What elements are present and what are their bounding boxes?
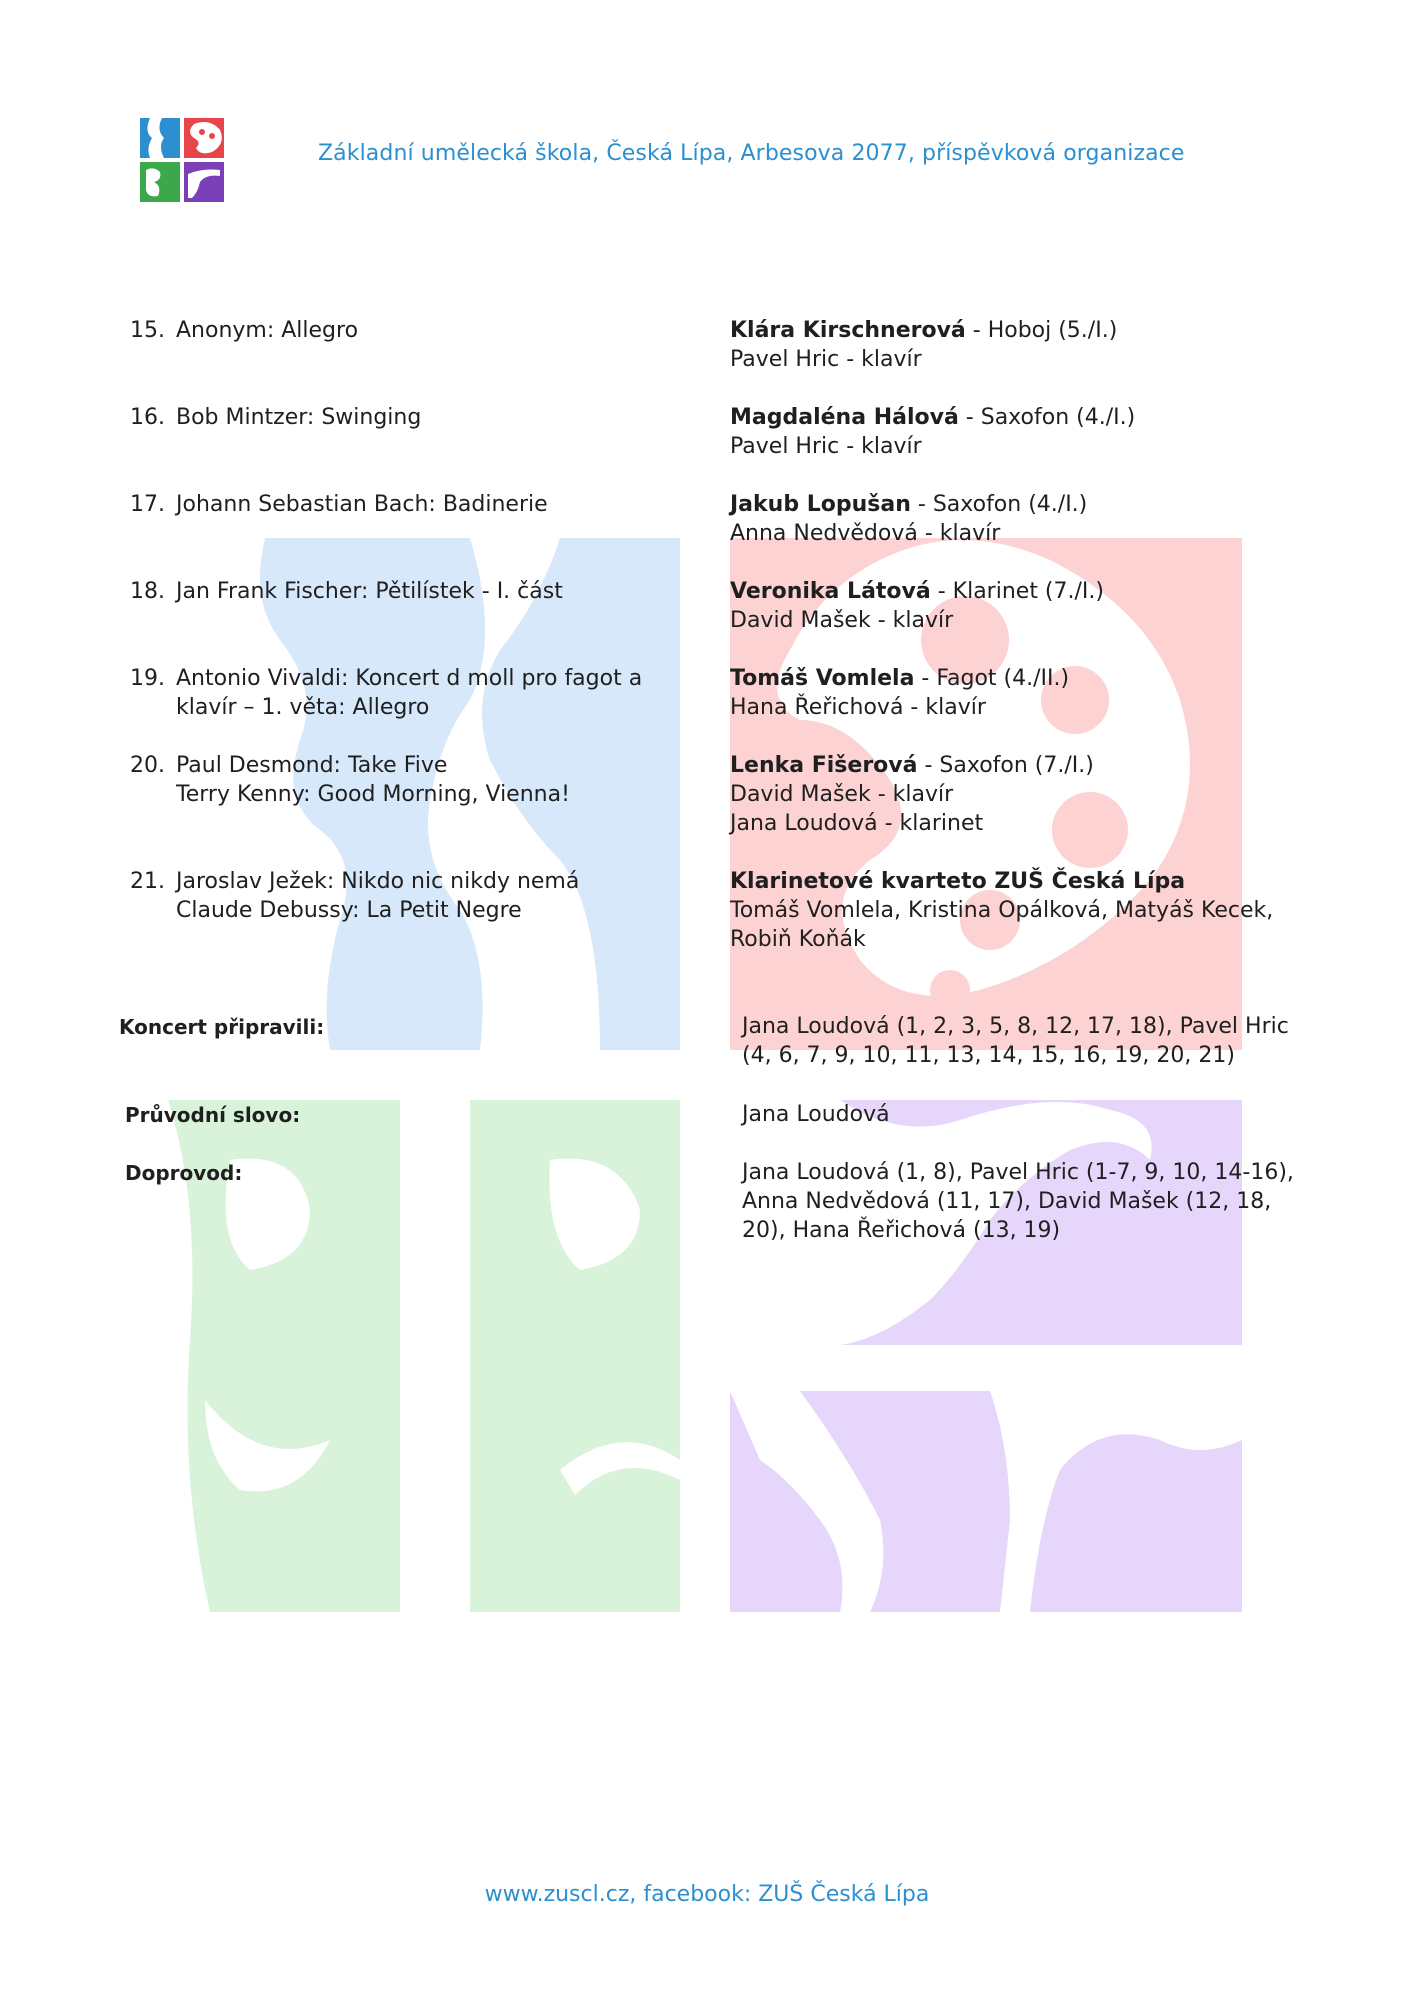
performer-instrument: - Hoboj (5./I.) [965,318,1118,343]
item-number: 21. [130,869,165,894]
performer-name: Klarinetové kvarteto ZUŠ Česká Lípa [730,869,1186,894]
piece-title-line: Paul Desmond: Take Five [176,753,448,778]
performer-block [730,751,1320,838]
performer-instrument: - Saxofon (4./I.) [958,405,1136,430]
accompaniment-label: Doprovod: [125,1161,243,1185]
piece-title-line: Jaroslav Ježek: Nikdo nic nikdy nemá [176,869,580,894]
accompanist: David Mašek - klavír [730,608,954,633]
piece-title: Jan Frank Fischer: Pětilístek - I. část [176,579,563,604]
piece-title-line: Terry Kenny: Good Morning, Vienna! [176,782,570,807]
performer-name: Tomáš Vomlela [730,666,915,691]
performer-block [730,316,1320,374]
school-name-header: Základní umělecká škola, Česká Lípa, Arbesova 2077, příspěvková organizace [318,141,1185,166]
item-number: 19. [130,666,165,691]
performer-block [730,490,1320,548]
piece-title: Johann Sebastian Bach: Badinerie [176,492,548,517]
ensemble-members: Tomáš Vomlela, Kristina Opálková, Matyáš Kecek, Robiň Koňák [730,898,1274,952]
performer-block [730,867,1320,954]
accompanist: Pavel Hric - klavír [730,434,922,459]
prepared-by-value: Jana Loudová (1, 2, 3, 5, 8, 12, 17, 18), Pavel Hric (4, 6, 7, 9, 10, 11, 13, 14, 15, 16, 19, 20, 21) [742,1014,1289,1068]
performer-block [730,664,1320,722]
item-number: 15. [130,318,165,343]
performer-name: Klára Kirschnerová [730,318,966,343]
accompanist: David Mašek - klavír [730,782,954,807]
footer-links: www.zuscl.cz, facebook: ZUŠ Česká Lípa [484,1882,930,1907]
accompanist: Pavel Hric - klavír [730,347,922,372]
performer-name: Veronika Látová [730,579,931,604]
item-number: 18. [130,579,165,604]
item-number: 17. [130,492,165,517]
accompanist: Anna Nedvědová - klavír [730,521,1001,546]
piece-title [176,867,696,925]
item-number: 16. [130,405,165,430]
performer-block [730,403,1320,461]
accompanying-word-label: Průvodní slovo: [125,1103,301,1127]
item-number: 20. [130,753,165,778]
drama-quadrant-graphic [168,1100,680,1612]
performer-name: Magdaléna Hálová [730,405,959,430]
piece-title-line: Claude Debussy: La Petit Negre [176,898,522,923]
piece-title: Bob Mintzer: Swinging [176,405,422,430]
piece-title [176,751,696,809]
piece-title: Anonym: Allegro [176,318,359,343]
performer-instrument: - Fagot (4./II.) [914,666,1070,691]
accompaniment-value: Jana Loudová (1, 8), Pavel Hric (1-7, 9, 10, 14-16), Anna Nedvědová (11, 17), David Mašek (12, 18, 20), Hana Řeřichová (13, 19) [742,1160,1294,1243]
school-logo [140,118,226,202]
performer-instrument: - Saxofon (4./I.) [910,492,1088,517]
accompanying-word-value: Jana Loudová [742,1102,890,1127]
accompanist: Jana Loudová - klarinet [730,811,984,836]
performer-instrument: - Saxofon (7./I.) [917,753,1094,778]
performer-block [730,577,1320,635]
accompanist: Hana Řeřichová - klavír [730,695,986,720]
performer-name: Jakub Lopušan [730,492,911,517]
piece-title: Antonio Vivaldi: Koncert d moll pro fagot a klavír – 1. věta: Allegro [176,666,643,720]
prepared-by-label: Koncert připravili: [119,1015,325,1039]
performer-name: Lenka Fišerová [730,753,918,778]
performer-instrument: - Klarinet (7./I.) [930,579,1104,604]
